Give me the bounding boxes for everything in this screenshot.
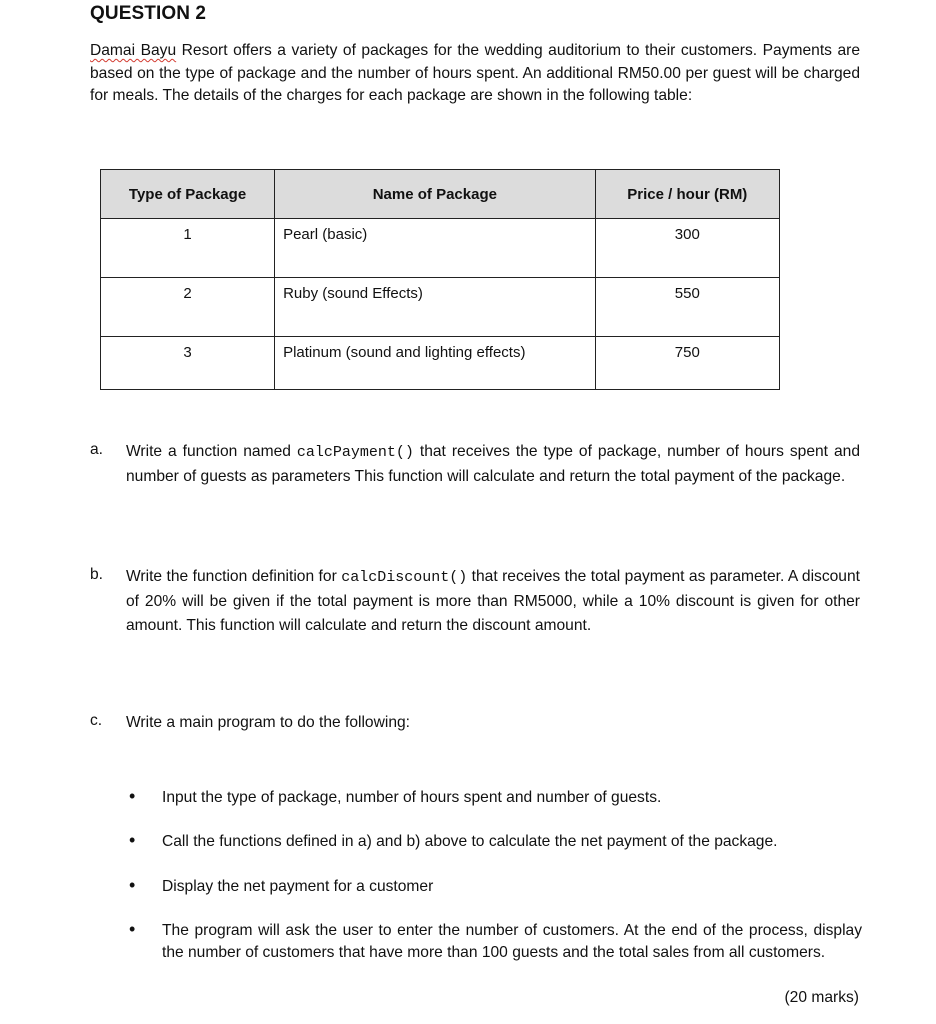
bullet-item: Call the functions defined in a) and b) above to calculate the net payment of the package. (162, 833, 778, 850)
bullet-item: Display the net payment for a customer (162, 878, 434, 895)
bullet-icon: • (129, 786, 136, 806)
resort-name: Damai Bayu (90, 42, 177, 59)
cell-type: 3 (101, 337, 275, 390)
question-c-text: Write a main program to do the following: (126, 714, 410, 731)
intro-paragraph (90, 40, 860, 108)
table-row (101, 278, 780, 337)
table-row (101, 219, 780, 278)
question-b-text (126, 565, 860, 638)
table-header-row (101, 170, 780, 219)
bullet-item: The program will ask the user to enter the number of customers. At the end of the process, display the number of customers that have more than 100 guests and the total sales from all customers. (162, 922, 862, 961)
bullet-icon: • (129, 830, 136, 850)
cell-name: Ruby (sound Effects) (275, 278, 596, 337)
question-heading: QUESTION 2 (90, 3, 207, 24)
calc-payment-code: calcPayment() (296, 444, 414, 461)
cell-price: 750 (595, 337, 779, 390)
cell-name: Pearl (basic) (275, 219, 596, 278)
question-a-before: Write a function named (126, 443, 297, 460)
question-a-label: a. (90, 441, 104, 458)
cell-price: 550 (595, 278, 779, 337)
package-table (100, 169, 780, 390)
cell-type: 1 (101, 219, 275, 278)
table-row (101, 337, 780, 390)
question-b-label: b. (90, 566, 104, 583)
header-name: Name of Package (275, 170, 596, 219)
question-a-after: that receives the type of package, number of hours spent and number of guests as parameters This function will calculate and return the total payment of the package. (126, 443, 860, 485)
intro-text: Resort offers a variety of packages for the wedding auditorium to their customers. Payments are based on the type of package and the number of hours spent. An additional RM50.00 per guest will be charged for meals. The details of the charges for each package are shown in the following table: (90, 42, 861, 104)
question-c-label: c. (90, 712, 103, 729)
question-a-text (126, 440, 860, 489)
calc-discount-code: calcDiscount() (341, 569, 468, 586)
header-type: Type of Package (101, 170, 275, 219)
question-b-before: Write the function definition for (126, 568, 342, 585)
cell-price: 300 (595, 219, 779, 278)
cell-type: 2 (101, 278, 275, 337)
marks-label: (20 marks) (784, 989, 859, 1006)
header-price: Price / hour (RM) (595, 170, 779, 219)
bullet-item: Input the type of package, number of hours spent and number of guests. (162, 789, 662, 806)
question-b-after: that receives the total payment as parameter. A discount of 20% will be given if the total payment is more than RM5000, while a 10% discount is given for other amount. This function will calculate and return the discount amount. (126, 568, 860, 634)
bullet-icon: • (129, 875, 136, 895)
bullet-icon: • (129, 919, 136, 939)
cell-name: Platinum (sound and lighting effects) (275, 337, 596, 390)
